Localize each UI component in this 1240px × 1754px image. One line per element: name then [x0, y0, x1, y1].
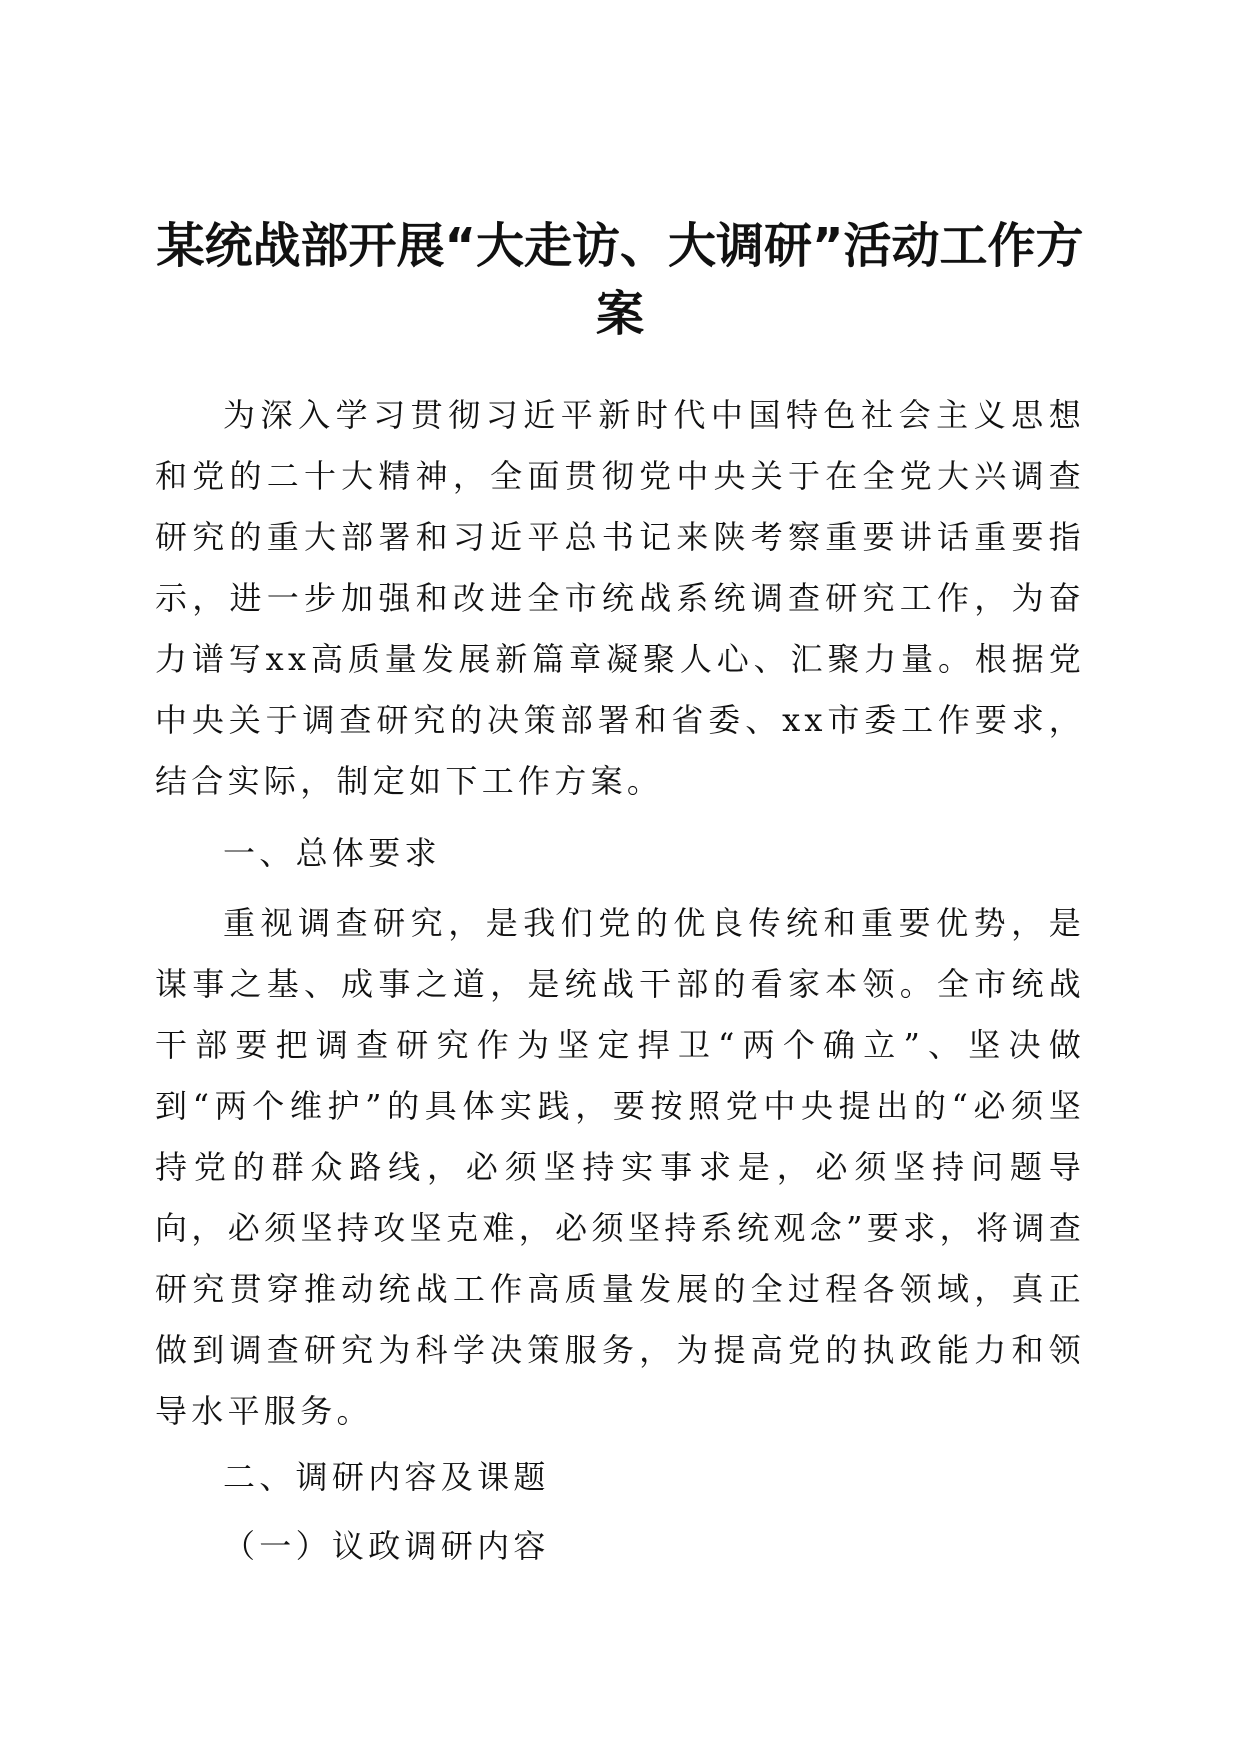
general-requirements-paragraph: 重视调查研究，是我们党的优良传统和重要优势，是谋事之基、成事之道，是统战干部的看家本领。全市统战干部要把调查研究作为坚定捍卫“两个确立”、坚决做到“两个维护”的具体实践，要按照党中央提出的“必须坚持党的群众路线，必须坚持实事求是，必须坚持问题导向，必须坚持攻坚克难，必须坚持系统观念”要求，将调查研究贯穿推动统战工作高质量发展的全过程各领域，真正做到调查研究为科学决策服务，为提高党的执政能力和领导水平服务。 [155, 904, 1085, 1430]
section-heading-research-content: 二、调研内容及课题 [223, 1458, 550, 1496]
document-title: 某统战部开展“大走访、大调研”活动工作方案 [156, 218, 1084, 342]
intro-paragraph: 为深入学习贯彻习近平新时代中国特色社会主义思想和党的二十大精神，全面贯彻党中央关于在全党大兴调查研究的重大部署和习近平总书记来陕考察重要讲话重要指示，进一步加强和改进全市统战系统调查研究工作，为奋力谱写xx高质量发展新篇章凝聚人心、汇聚力量。根据党中央关于调查研究的决策部署和省委、xx市委工作要求，结合实际，制定如下工作方案。 [155, 396, 1085, 800]
section-heading-general-requirements: 一、总体要求 [223, 834, 441, 872]
subsection-heading-political-research: （一）议政调研内容 [223, 1527, 550, 1565]
